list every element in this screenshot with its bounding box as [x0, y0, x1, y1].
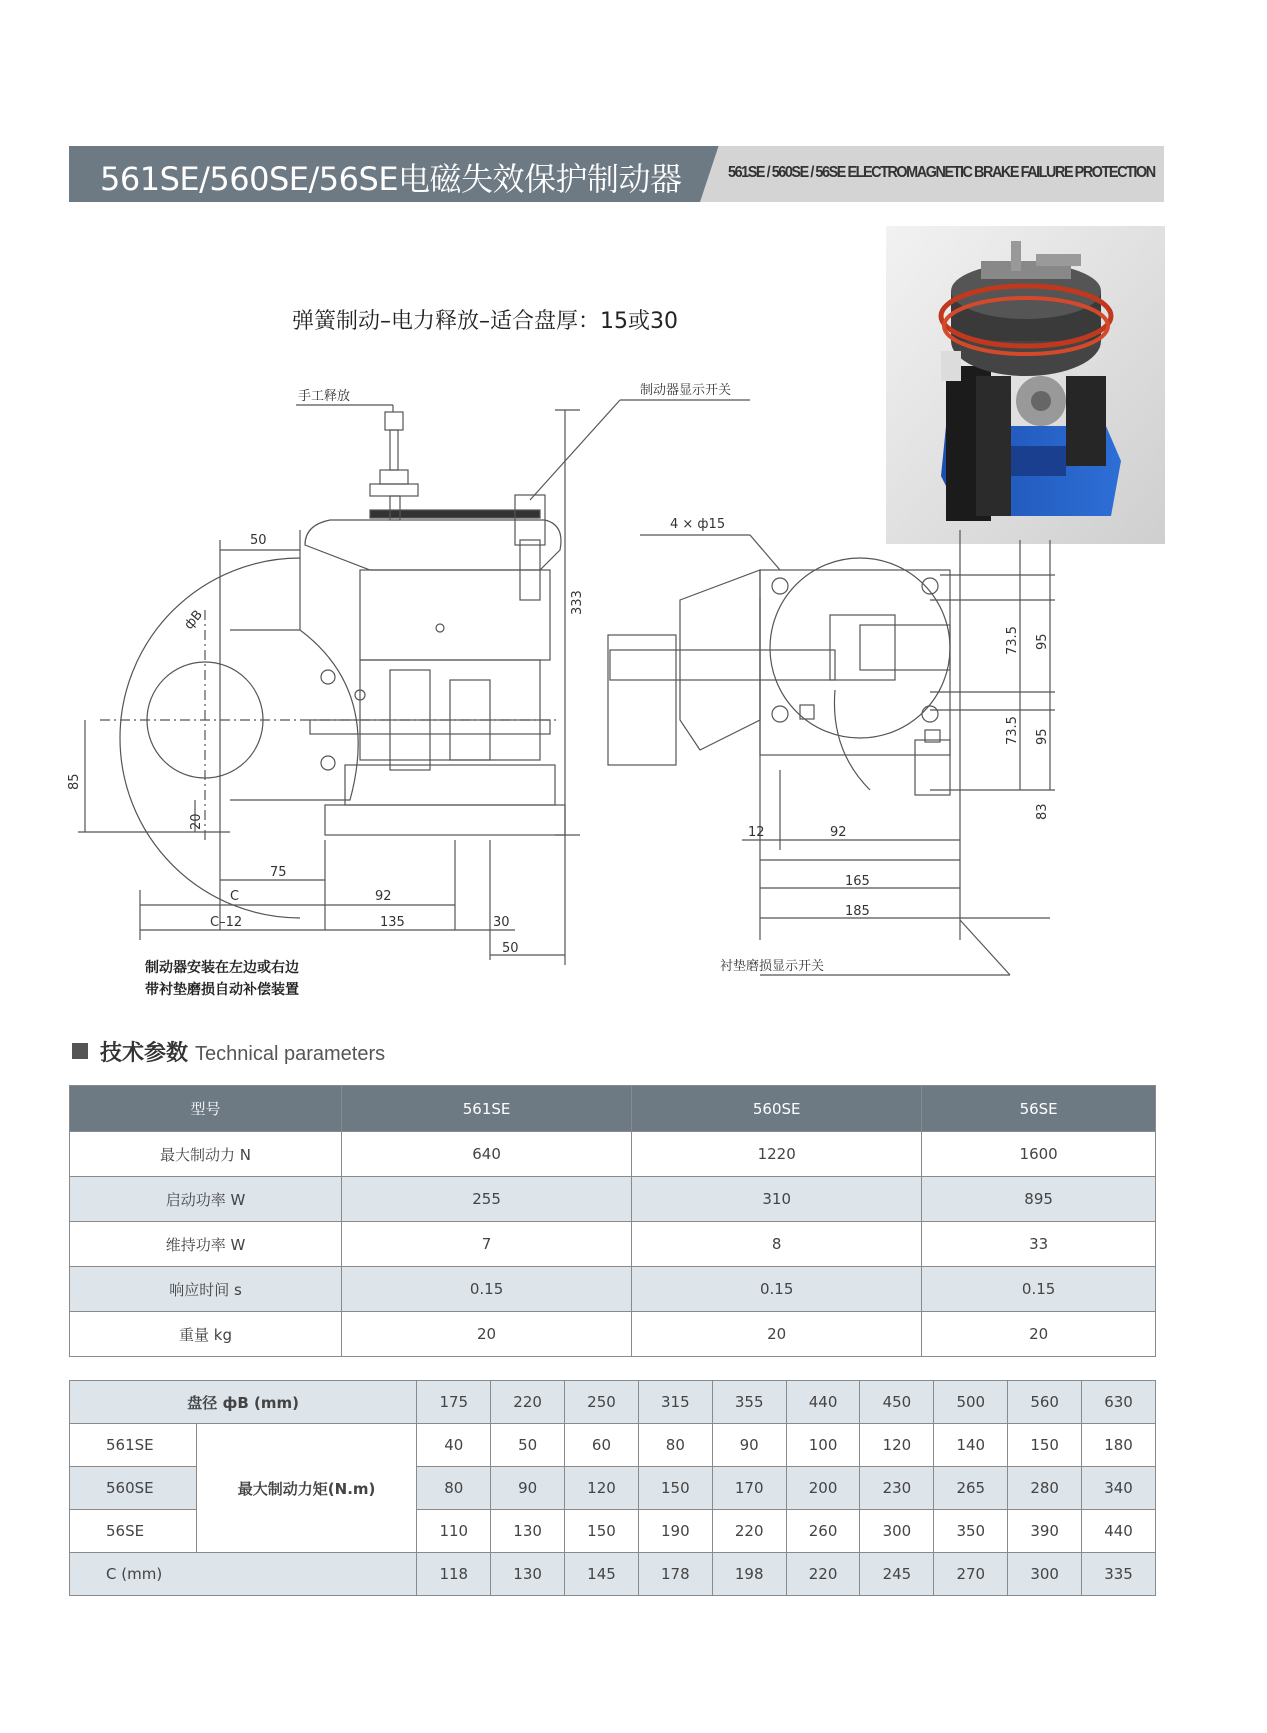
- c-label: C (mm): [70, 1553, 417, 1596]
- cell: 198: [712, 1553, 786, 1596]
- cell: 90: [491, 1467, 565, 1510]
- diameter-cell: 500: [934, 1381, 1008, 1424]
- cell: 118: [417, 1553, 491, 1596]
- note-mount-side: 制动器安装在左边或右边: [145, 960, 299, 976]
- cell: 130: [491, 1553, 565, 1596]
- dim-50-top: 50: [250, 533, 267, 548]
- cell: 0.15: [922, 1267, 1156, 1312]
- row-label: 最大制动力 N: [70, 1132, 342, 1177]
- cell: 33: [922, 1222, 1156, 1267]
- dim-75: 75: [270, 865, 287, 880]
- cell: 120: [565, 1467, 639, 1510]
- cell: 200: [786, 1467, 860, 1510]
- cell: 80: [417, 1467, 491, 1510]
- cell: 220: [712, 1510, 786, 1553]
- label-holes: 4 × ф15: [670, 517, 726, 532]
- diameter-cell: 560: [1008, 1381, 1082, 1424]
- torque-table-header: [70, 1381, 1156, 1424]
- cell: 260: [786, 1510, 860, 1553]
- diameter-cell: 630: [1082, 1381, 1156, 1424]
- page-title: 561SE/560SE/56SE电磁失效保护制动器: [100, 160, 682, 198]
- dim-c12: C–12: [210, 915, 243, 930]
- spec-table: [69, 1085, 1156, 1357]
- torque-label: 最大制动力矩(N.m): [196, 1424, 416, 1553]
- cell: 150: [565, 1510, 639, 1553]
- dim-185: 185: [845, 904, 870, 919]
- row-label: 响应时间 s: [70, 1267, 342, 1312]
- cell: 190: [638, 1510, 712, 1553]
- dim-73-5-a: 73.5: [1005, 626, 1020, 655]
- table-row: [70, 1132, 1156, 1177]
- diameter-cell: 315: [638, 1381, 712, 1424]
- cell: 20: [632, 1312, 922, 1357]
- cell: 390: [1008, 1510, 1082, 1553]
- cell: 40: [417, 1424, 491, 1467]
- cell: 340: [1082, 1467, 1156, 1510]
- page-title-english: 561SE / 560SE / 56SE ELECTROMAGNETIC BRAKE FAILURE PROTECTION: [728, 164, 1155, 181]
- cell: 120: [860, 1424, 934, 1467]
- cell: 300: [1008, 1553, 1082, 1596]
- dim-92-left: 92: [375, 889, 392, 904]
- section-title: [100, 1036, 385, 1067]
- dim-85: 85: [67, 773, 82, 790]
- cell: 640: [342, 1132, 632, 1177]
- model-label: 561SE: [70, 1424, 197, 1467]
- model-label: 56SE: [70, 1510, 197, 1553]
- cell: 150: [638, 1467, 712, 1510]
- row-label: 维持功率 W: [70, 1222, 342, 1267]
- torque-table: [69, 1380, 1156, 1596]
- spec-table-header: [70, 1086, 1156, 1132]
- header-model: 型号: [70, 1086, 342, 1132]
- diameter-cell: 175: [417, 1381, 491, 1424]
- cell: 60: [565, 1424, 639, 1467]
- dim-83: 83: [1035, 803, 1050, 820]
- dim-95-a: 95: [1035, 633, 1050, 650]
- diameter-cell: 355: [712, 1381, 786, 1424]
- cell: 335: [1082, 1553, 1156, 1596]
- dim-50-bottom: 50: [502, 941, 519, 956]
- drawing-subtitle: 弹簧制动–电力释放–适合盘厚：15或30: [292, 309, 678, 334]
- label-phi-b: фB: [181, 607, 206, 633]
- table-row: [70, 1267, 1156, 1312]
- cell: 130: [491, 1510, 565, 1553]
- diameter-cell: 450: [860, 1381, 934, 1424]
- dim-c: C: [230, 889, 240, 904]
- header-561se: 561SE: [342, 1086, 632, 1132]
- cell: 180: [1082, 1424, 1156, 1467]
- dim-92-right: 92: [830, 825, 847, 840]
- row-label: 启动功率 W: [70, 1177, 342, 1222]
- table-row: [70, 1312, 1156, 1357]
- dim-12: 12: [748, 825, 765, 840]
- cell: 255: [342, 1177, 632, 1222]
- table-row: [70, 1553, 1156, 1596]
- cell: 300: [860, 1510, 934, 1553]
- cell: 270: [934, 1553, 1008, 1596]
- dim-165: 165: [845, 874, 870, 889]
- label-lining-switch: 衬垫磨损显示开关: [720, 959, 825, 974]
- label-brake-switch: 制动器显示开关: [640, 383, 732, 398]
- cell: 230: [860, 1467, 934, 1510]
- cell: 170: [712, 1467, 786, 1510]
- technical-drawing: [60, 370, 1060, 1014]
- cell: 20: [342, 1312, 632, 1357]
- cell: 265: [934, 1467, 1008, 1510]
- header-disc-diameter: 盘径 фB (mm): [70, 1381, 417, 1424]
- table-row: [70, 1177, 1156, 1222]
- cell: 140: [934, 1424, 1008, 1467]
- cell: 245: [860, 1553, 934, 1596]
- model-label: 560SE: [70, 1467, 197, 1510]
- cell: 0.15: [342, 1267, 632, 1312]
- cell: 1600: [922, 1132, 1156, 1177]
- dim-30: 30: [493, 915, 510, 930]
- cell: 350: [934, 1510, 1008, 1553]
- row-label: 重量 kg: [70, 1312, 342, 1357]
- section-title-cn: 技术参数: [100, 1041, 189, 1066]
- header-56se: 56SE: [922, 1086, 1156, 1132]
- cell: 150: [1008, 1424, 1082, 1467]
- cell: 145: [565, 1553, 639, 1596]
- diameter-cell: 250: [565, 1381, 639, 1424]
- diameter-cell: 220: [491, 1381, 565, 1424]
- diameter-cell: 440: [786, 1381, 860, 1424]
- cell: 895: [922, 1177, 1156, 1222]
- cell: 7: [342, 1222, 632, 1267]
- cell: 20: [922, 1312, 1156, 1357]
- label-manual-release: 手工释放: [298, 389, 351, 404]
- dim-73-5-b: 73.5: [1005, 716, 1020, 745]
- cell: 280: [1008, 1467, 1082, 1510]
- cell: 80: [638, 1424, 712, 1467]
- cell: 220: [786, 1553, 860, 1596]
- cell: 110: [417, 1510, 491, 1553]
- cell: 440: [1082, 1510, 1156, 1553]
- dim-20: 20: [189, 813, 204, 830]
- dim-95-b: 95: [1035, 728, 1050, 745]
- drawing-svg: [60, 370, 1060, 1010]
- cell: 50: [491, 1424, 565, 1467]
- table-row: [70, 1222, 1156, 1267]
- cell: 90: [712, 1424, 786, 1467]
- cell: 100: [786, 1424, 860, 1467]
- cell: 8: [632, 1222, 922, 1267]
- section-title-en: Technical parameters: [195, 1043, 386, 1065]
- header-560se: 560SE: [632, 1086, 922, 1132]
- section-bullet: [72, 1043, 88, 1059]
- table-row: [70, 1424, 1156, 1467]
- dim-333: 333: [570, 590, 585, 615]
- cell: 0.15: [632, 1267, 922, 1312]
- cell: 310: [632, 1177, 922, 1222]
- note-auto-compensation: 带衬垫磨损自动补偿装置: [145, 982, 299, 998]
- cell: 1220: [632, 1132, 922, 1177]
- dim-135: 135: [380, 915, 405, 930]
- cell: 178: [638, 1553, 712, 1596]
- disc-arc: [120, 558, 300, 918]
